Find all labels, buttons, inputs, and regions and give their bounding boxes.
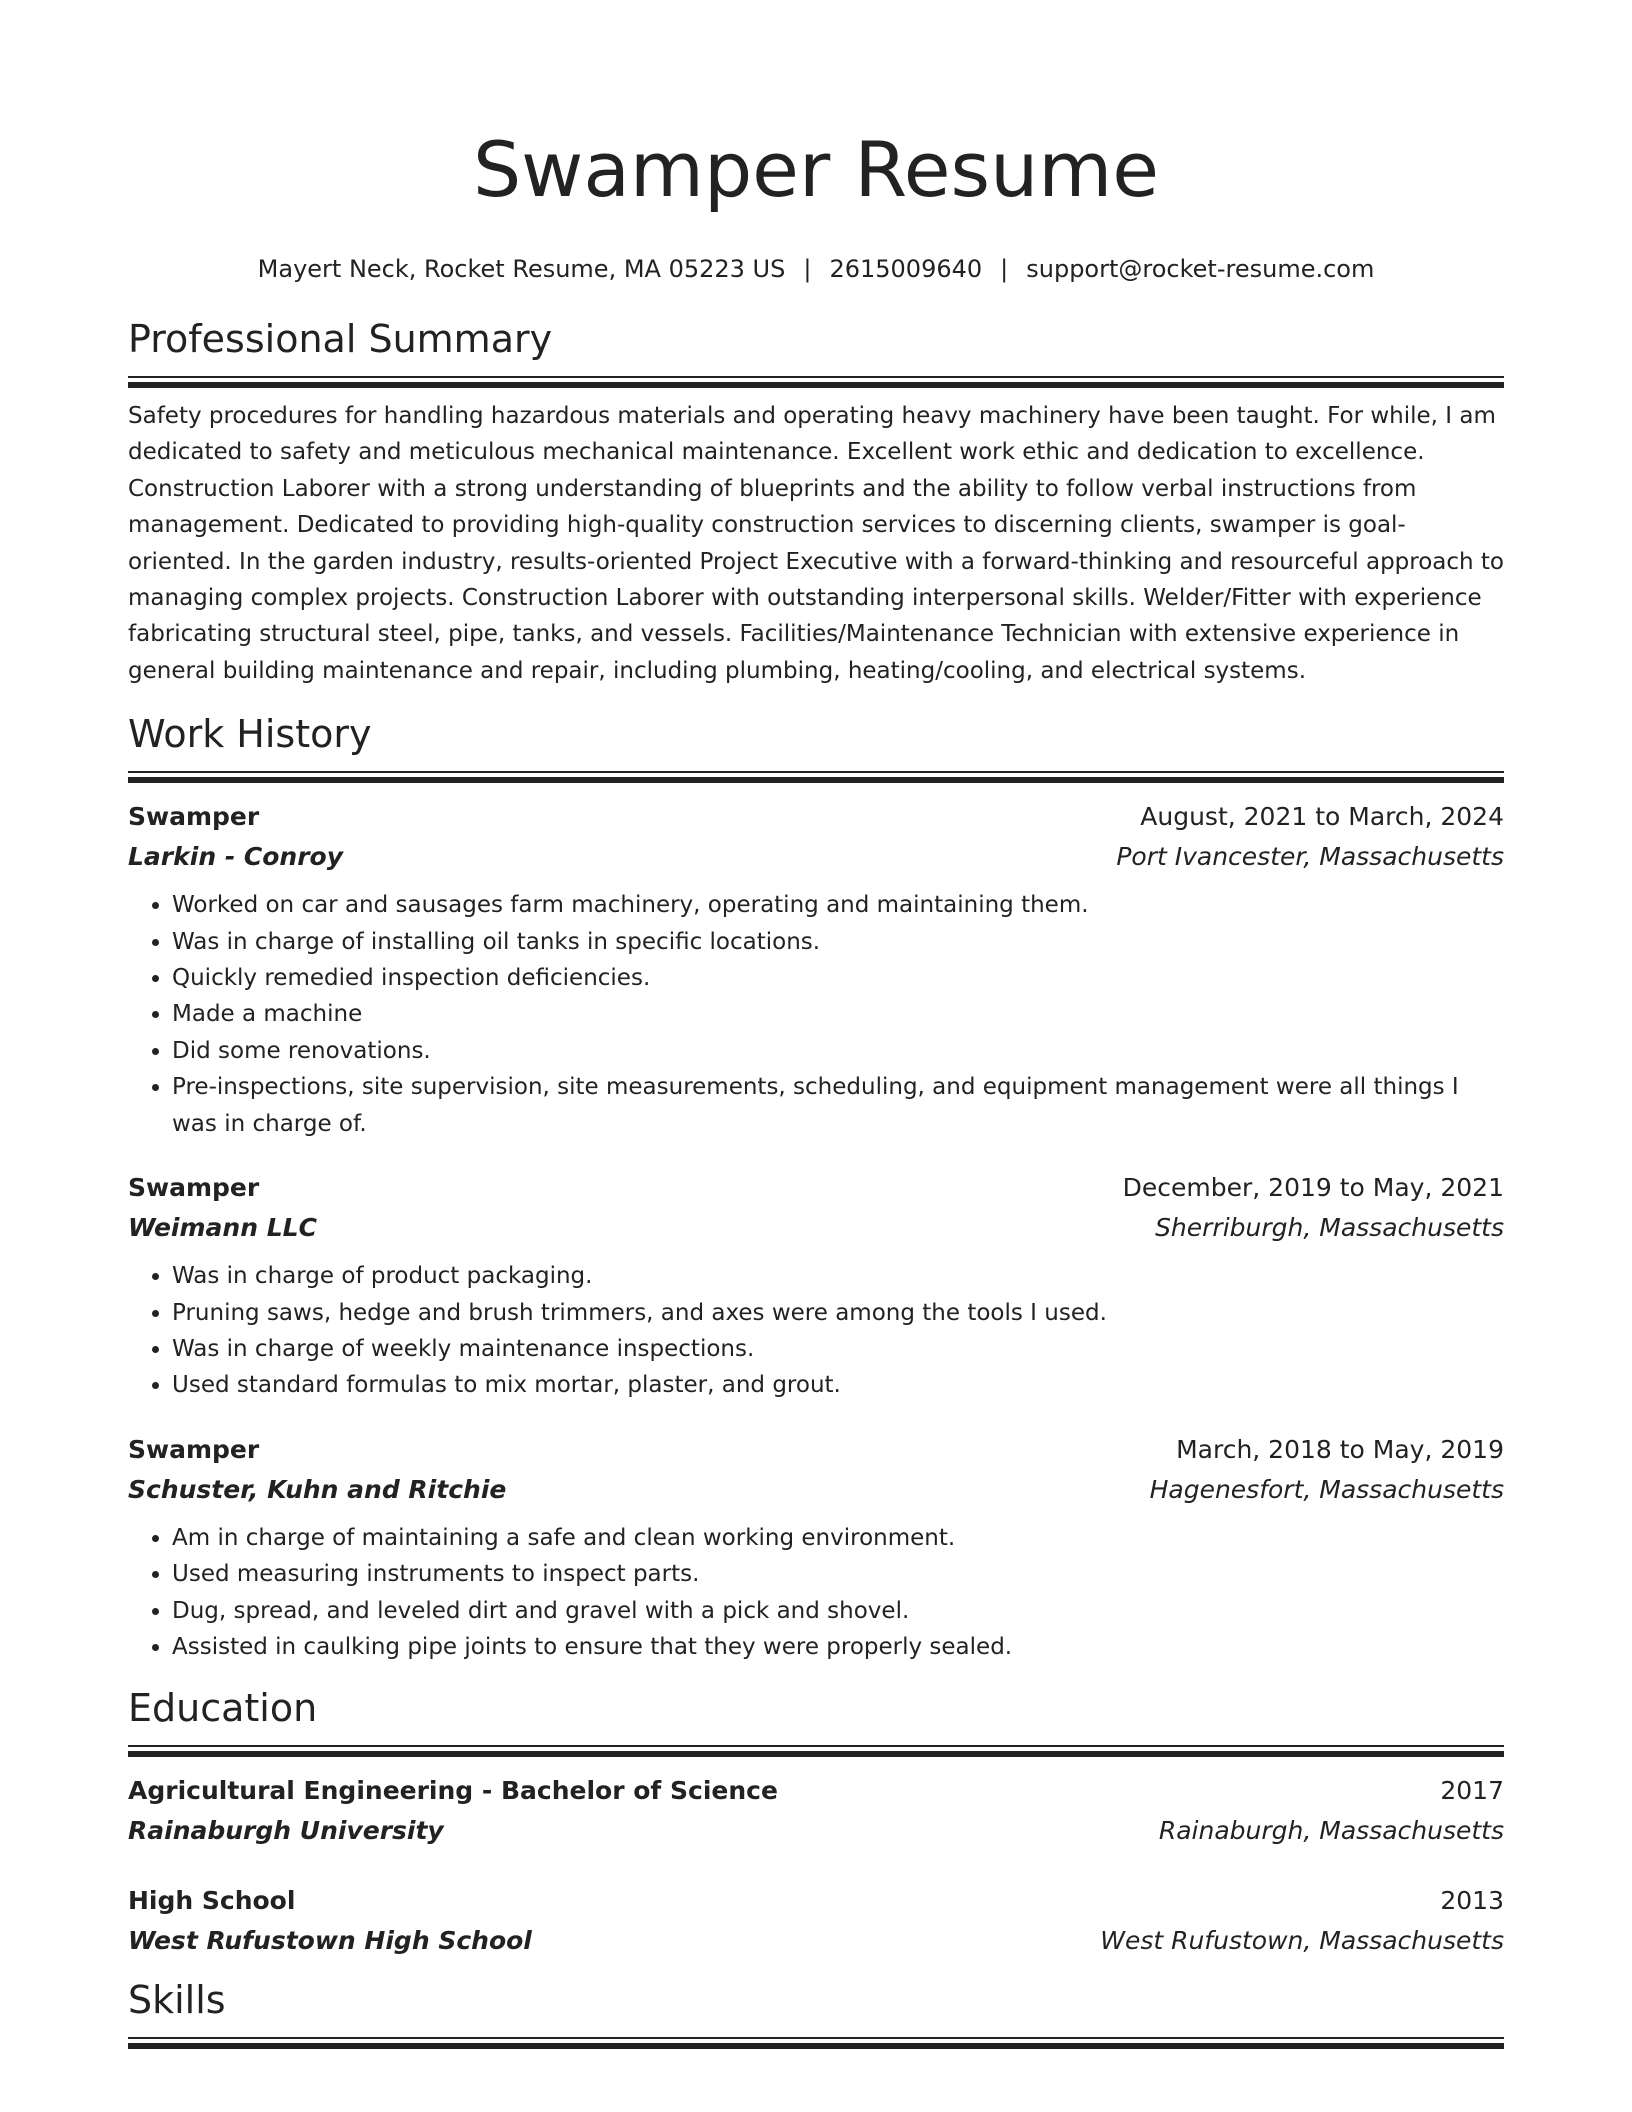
job-bullet: • Pruning saws, hedge and brush trimmers, and axes were among the tools I used. [172,1295,1504,1331]
job-title: Swamper [128,1434,260,1464]
job-bullet-list [128,887,1504,1142]
resume-page [128,0,1504,2049]
job-location: Hagenesfort, Massachusetts [1149,1474,1504,1504]
job-bullet: • Used measuring instruments to inspect parts. [172,1556,1504,1592]
job-bullet: • Pre-inspections, site supervision, site measurements, scheduling, and equipment management were all things I was in charge of. [172,1069,1504,1142]
job-bullet: • Was in charge of weekly maintenance inspections. [172,1331,1504,1367]
section-divider [128,376,1504,388]
contact-line [128,252,1504,286]
education-year: 2017 [1440,1776,1504,1806]
job-bullet-list [128,1258,1504,1404]
job-bullet: • Assisted in caulking pipe joints to ensure that they were properly sealed. [172,1629,1504,1665]
education-header-row [128,1771,1504,1811]
job-bullet: • Was in charge of product packaging. [172,1258,1504,1294]
education-school: Rainaburgh University [128,1816,444,1846]
job-header-row [128,1430,1504,1470]
job-location: Sherriburgh, Massachusetts [1155,1213,1504,1243]
job-dates: March, 2018 to May, 2019 [1176,1434,1504,1464]
education-school: West Rufustown High School [128,1926,532,1956]
job-entry [128,797,1504,1142]
job-header-row [128,797,1504,837]
job-bullet: • Used standard formulas to mix mortar, plaster, and grout. [172,1367,1504,1403]
contact-address: Mayert Neck, Rocket Resume, MA 05223 US [257,255,786,283]
job-bullet: • Did some renovations. [172,1033,1504,1069]
job-title: Swamper [128,1173,260,1203]
job-company-row [128,1208,1504,1248]
job-bullet-list [128,1520,1504,1666]
education-location: West Rufustown, Massachusetts [1100,1926,1504,1956]
contact-phone: 2615009640 [829,255,983,283]
job-bullet: • Dug, spread, and leveled dirt and gravel with a pick and shovel. [172,1593,1504,1629]
skills-section [128,1975,1504,2049]
job-dates: December, 2019 to May, 2021 [1122,1173,1504,1203]
education-degree: Agricultural Engineering - Bachelor of Science [128,1776,778,1806]
education-entry [128,1771,1504,1851]
education-year: 2013 [1440,1886,1504,1916]
job-title: Swamper [128,802,260,832]
job-location: Port Ivancester, Massachusetts [1116,842,1504,872]
education-location: Rainaburgh, Massachusetts [1158,1816,1504,1846]
job-bullet: • Quickly remedied inspection deficiencies. [172,960,1504,996]
summary-section [128,314,1504,689]
job-bullet: • Am in charge of maintaining a safe and clean working environment. [172,1520,1504,1556]
job-company: Schuster, Kuhn and Ritchie [128,1474,507,1504]
job-company: Weimann LLC [128,1213,317,1243]
education-school-row [128,1811,1504,1851]
contact-separator: | [803,255,812,283]
education-school-row [128,1921,1504,1961]
education-entry [128,1881,1504,1961]
section-heading-education: Education [128,1686,318,1731]
education-header-row [128,1881,1504,1921]
section-heading-summary: Professional Summary [128,317,553,361]
job-company: Larkin - Conroy [128,842,344,872]
job-dates: August, 2021 to March, 2024 [1140,802,1504,832]
job-bullet: • Made a machine [172,996,1504,1032]
education-degree: High School [128,1886,296,1916]
contact-separator: | [1000,255,1009,283]
resume-title: Swamper Resume [472,125,1160,214]
job-bullet: • Worked on car and sausages farm machinery, operating and maintaining them. [172,887,1504,923]
job-header-row [128,1168,1504,1208]
section-heading-work-history: Work History [128,712,372,757]
section-heading-skills: Skills [128,1978,226,2023]
section-divider [128,771,1504,783]
summary-text: Safety procedures for handling hazardous materials and operating heavy machinery have been taught. For while, I am dedicated to safety and meticulous mechanical maintenance. Excellent work ethic and dedication to excellence. Construction Laborer with a strong understanding of blueprints and the ability to follow verbal instructions from management. Dedicated to providing high-quality construction services to discerning clients, swamper is goal-oriented. In the garden industry, results-oriented Project Executive with a forward-thinking and resourceful approach to managing complex projects. Construction Laborer with outstanding interpersonal skills. Welder/Fitter with experience fabricating structural steel, pipe, tanks, and vessels. Facilities/Maintenance Technician with extensive experience in general building maintenance and repair, including plumbing, heating/cooling, and electrical systems. [128,403,1505,684]
section-divider [128,1745,1504,1757]
job-entry [128,1430,1504,1666]
work-history-section [128,709,1504,1665]
contact-email: support@rocket-resume.com [1026,255,1375,283]
job-bullet: • Was in charge of installing oil tanks in specific locations. [172,924,1504,960]
job-company-row [128,837,1504,877]
section-divider [128,2037,1504,2049]
job-company-row [128,1470,1504,1510]
education-section [128,1683,1504,1961]
job-entry [128,1168,1504,1404]
